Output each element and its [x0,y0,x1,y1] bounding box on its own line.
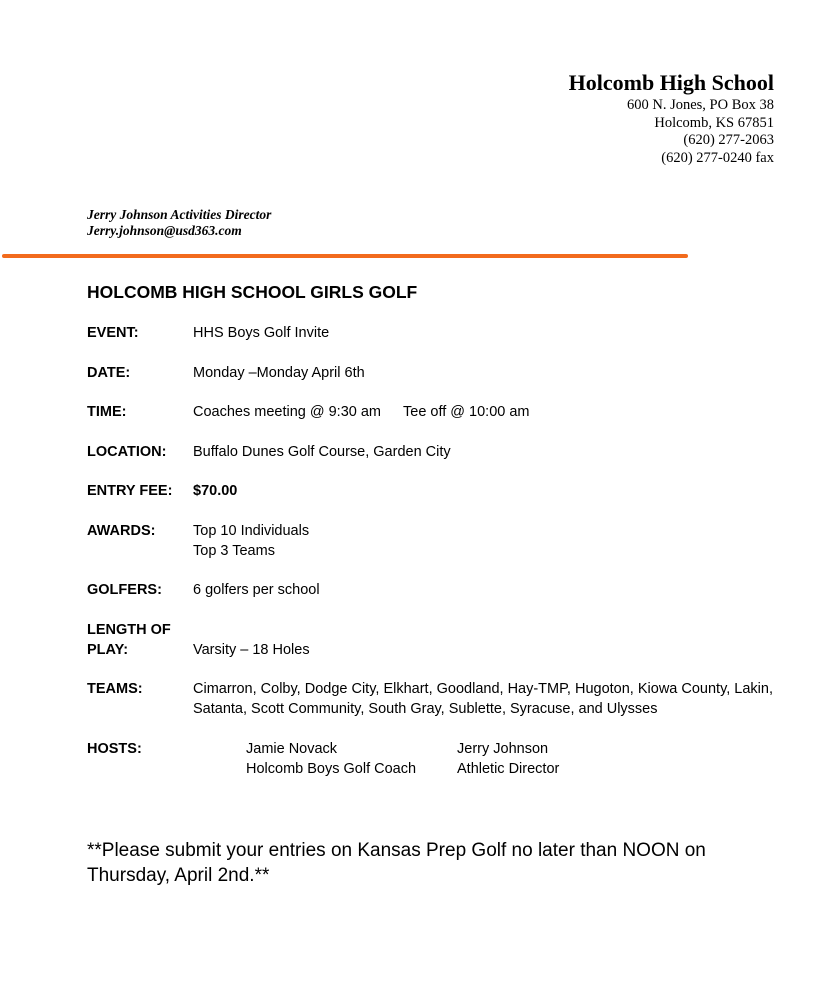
host-2-name: Jerry Johnson [457,741,549,757]
length-of-play-label-line2: PLAY: [87,642,129,658]
director-block [87,207,271,238]
teams-label: TEAMS: [87,681,143,697]
tee-off-time: Tee off @ 10:00 am [403,404,530,420]
notice-line-1: **Please submit your entries on Kansas Prep Golf no later than NOON on [87,840,706,861]
awards-value [193,521,309,561]
teams-line-1: Cimarron, Colby, Dodge City, Elkhart, Goodland, Hay-TMP, Hugoton, Kiowa County, Lakin, [193,681,773,697]
length-of-play-value: Varsity – 18 Holes [193,642,310,658]
location-label: LOCATION: [87,444,167,460]
coaches-meeting-time: Coaches meeting @ 9:30 am [193,404,382,420]
location-value: Buffalo Dunes Golf Course, Garden City [193,444,451,460]
golfers-value: 6 golfers per school [193,582,320,598]
host-2-role: Athletic Director [457,761,560,777]
phone-number: (620) 277-2063 [683,132,774,149]
entry-fee-label: ENTRY FEE: [87,483,173,499]
host-1-role: Holcomb Boys Golf Coach [246,761,417,777]
golfers-label: GOLFERS: [87,582,162,598]
teams-value [193,679,773,719]
notice-line-2: Thursday, April 2nd.** [87,865,270,886]
hosts-label: HOSTS: [87,741,142,757]
length-of-play-label [87,620,171,660]
date-value: Monday –Monday April 6th [193,365,365,381]
document-title: HOLCOMB HIGH SCHOOL GIRLS GOLF [87,282,418,302]
teams-line-2: Satanta, Scott Community, South Gray, Sublette, Syracuse, and Ulysses [193,701,658,717]
time-label: TIME: [87,404,127,420]
event-label: EVENT: [87,325,139,341]
host-1 [246,739,416,779]
address-line-1: 600 N. Jones, PO Box 38 [626,97,774,113]
school-name: Holcomb High School [568,70,774,95]
host-2 [457,739,559,779]
address-line-2: Holcomb, KS 67851 [654,114,774,131]
awards-individuals: Top 10 Individuals [193,523,310,539]
letterhead [569,70,774,167]
awards-teams: Top 3 Teams [193,543,275,559]
awards-label: AWARDS: [87,523,156,539]
time-value [193,402,530,422]
host-1-name: Jamie Novack [246,741,338,757]
orange-divider [2,254,688,258]
director-email: Jerry.johnson@usd363.com [87,222,242,238]
entry-fee-value: $70.00 [193,483,238,499]
event-value: HHS Boys Golf Invite [193,325,330,341]
fax-number: (620) 277-0240 fax [661,149,774,166]
length-of-play-label-line1: LENGTH OF [87,622,171,638]
date-label: DATE: [87,365,131,381]
submission-notice [87,838,767,888]
director-name-title: Jerry Johnson Activities Director [87,207,272,222]
